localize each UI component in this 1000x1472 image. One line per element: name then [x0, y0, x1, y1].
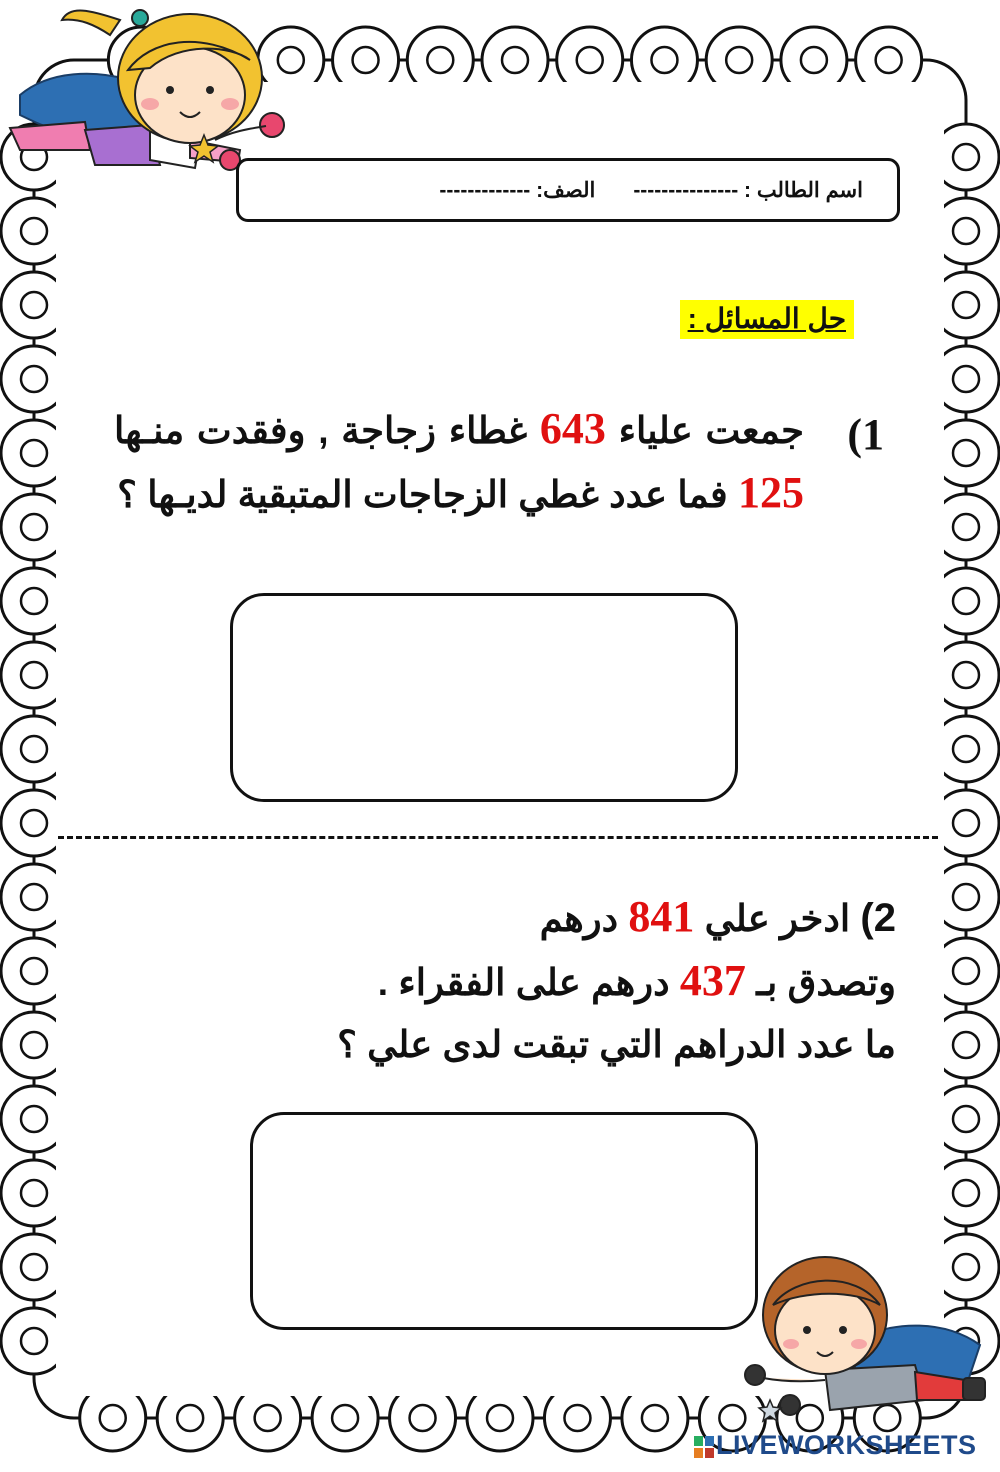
- question-2-number: 2): [860, 896, 896, 940]
- question-1-number: 1): [847, 410, 884, 459]
- boy-superhero-illustration: [735, 1250, 995, 1430]
- liveworksheets-mark-icon: [694, 1436, 714, 1458]
- question-2-value-a: 841: [628, 892, 695, 941]
- question-2-value-b: 437: [679, 956, 746, 1005]
- answer-box-2[interactable]: [250, 1112, 758, 1330]
- watermark-text: LIVEWORKSHEETS: [716, 1430, 977, 1460]
- answer-box-1[interactable]: [230, 593, 738, 802]
- question-1-text: جمعت علياء 643 غطاء زجاجة , وفقدت منـها 125 فما عدد غطي الزجاجات المتبقية لديـها ؟: [114, 404, 805, 517]
- section-divider: [58, 836, 938, 839]
- class-label: الصف: -------------: [439, 178, 596, 202]
- question-1-value-a: 643: [539, 404, 606, 453]
- student-info-box: [236, 158, 900, 222]
- page-title: حل المسائل :: [680, 300, 854, 339]
- question-1-value-b: 125: [738, 468, 804, 517]
- question-2-text: 2) ادخر علي 841 درهم وتصدق بـ 437 درهم على الفقراء . ما عدد الدراهم التي تبقت لدى علي ؟: [337, 892, 896, 1065]
- student-name-label: اسم الطالب : ---------------: [633, 178, 863, 202]
- liveworksheets-logo: [694, 1430, 977, 1461]
